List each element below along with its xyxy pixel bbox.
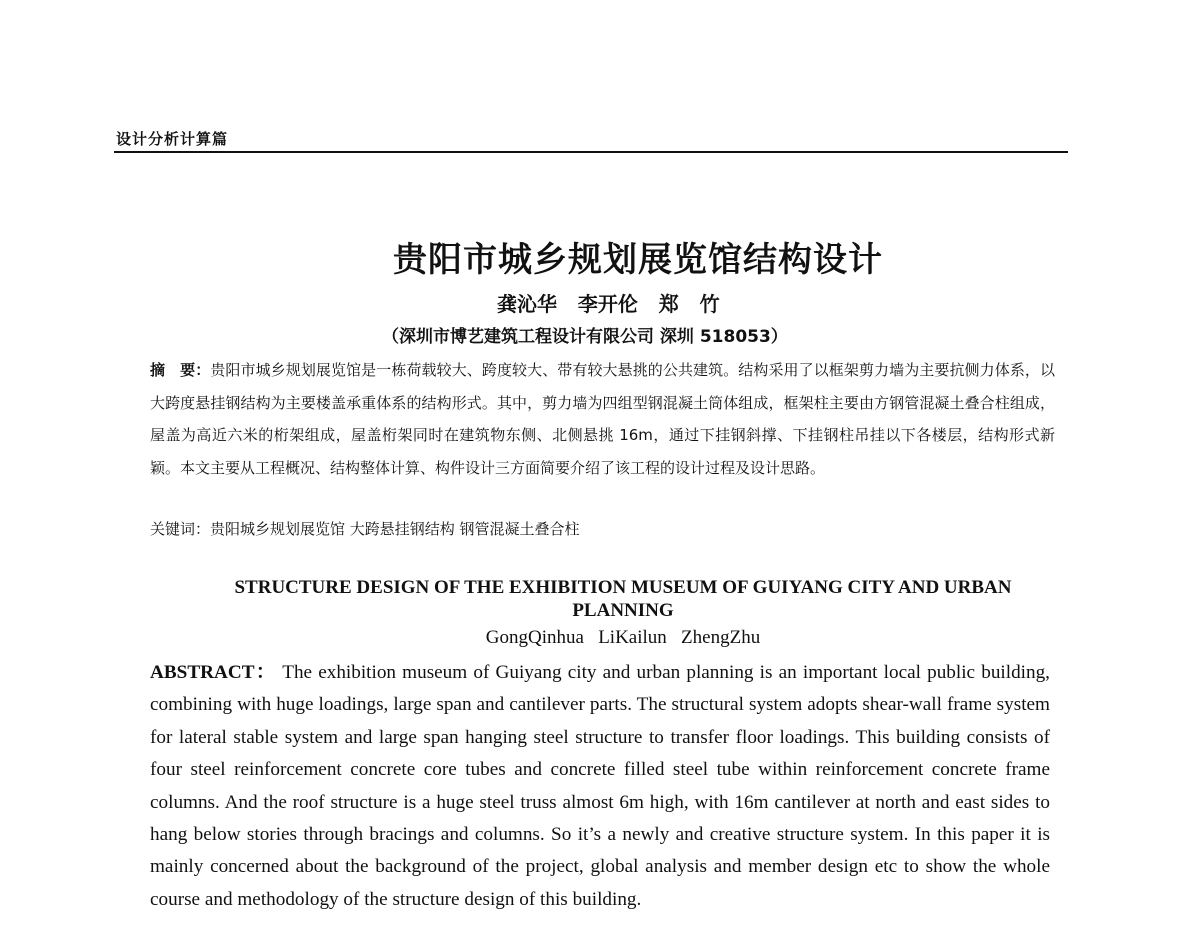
section-label: 设计分析计算篇 [116, 130, 229, 148]
authors-en: GongQinhua LiKailun ZhengZhu [485, 627, 761, 648]
abstract-en-label: ABSTRACT： [150, 662, 277, 683]
keywords-cn-text: 贵阳城乡规划展览馆 大跨悬挂钢结构 钢管混凝土叠合柱 [210, 520, 580, 538]
header-rule [114, 151, 1068, 153]
paper-title-en: STRUCTURE DESIGN OF THE EXHIBITION MUSEUM OF GUIYANG CITY AND URBAN PLANNING [234, 577, 1012, 621]
keywords-cn [150, 518, 1055, 539]
abstract-cn-label: 摘 要： [150, 361, 211, 379]
abstract-cn [150, 354, 1055, 484]
abstract-cn-text: 贵阳市城乡规划展览馆是一栋荷载较大、跨度较大、带有较大悬挑的公共建筑。结构采用了以框架剪力墙为主要抗侧力体系，以大跨度悬挂钢结构为主要楼盖承重体系的结构形式。其中，剪力墙为四组型钢混凝土筒体组成，框架柱主要由方钢管混凝土叠合柱组成，屋盖为高近六米的桁架组成，屋盖桁架同时在建筑物东侧、北侧悬挑 16m，通过下挂钢斜撑、下挂钢柱吊挂以下各楼层，结构形式新颖。本文主要从工程概况、结构整体计算、构件设计三方面简要介绍了该工程的设计过程及设计思路。 [150, 361, 1055, 477]
affiliation-cn: （深圳市博艺建筑工程设计有限公司 深圳 518053） [382, 327, 788, 347]
abstract-en [150, 657, 1050, 916]
authors-cn: 龚沁华 李开伦 郑 竹 [497, 292, 720, 316]
abstract-en-text: The exhibition museum of Guiyang city and urban planning is an important local public building, combining with huge loadings, large span and cantilever parts. The structural system adopts shear-wall frame system for lateral stable system and large span hanging steel structure to transfer floor loadings. This building consists of four steel reinforcement concrete core tubes and concrete filled steel tube within reinforcement concrete frame columns. And the roof structure is a huge steel truss almost 6m high, with 16m cantilever at north and east sides to hang below stories through bracings and columns. So it’s a newly and creative structure system. In this paper it is mainly concerned about the background of the project, global analysis and member design etc to show the whole course and methodology of the structure design of this building. [150, 662, 1050, 910]
paper-title-cn: 贵阳市城乡规划展览馆结构设计 [393, 240, 883, 280]
keywords-cn-label: 关键词： [150, 520, 211, 538]
